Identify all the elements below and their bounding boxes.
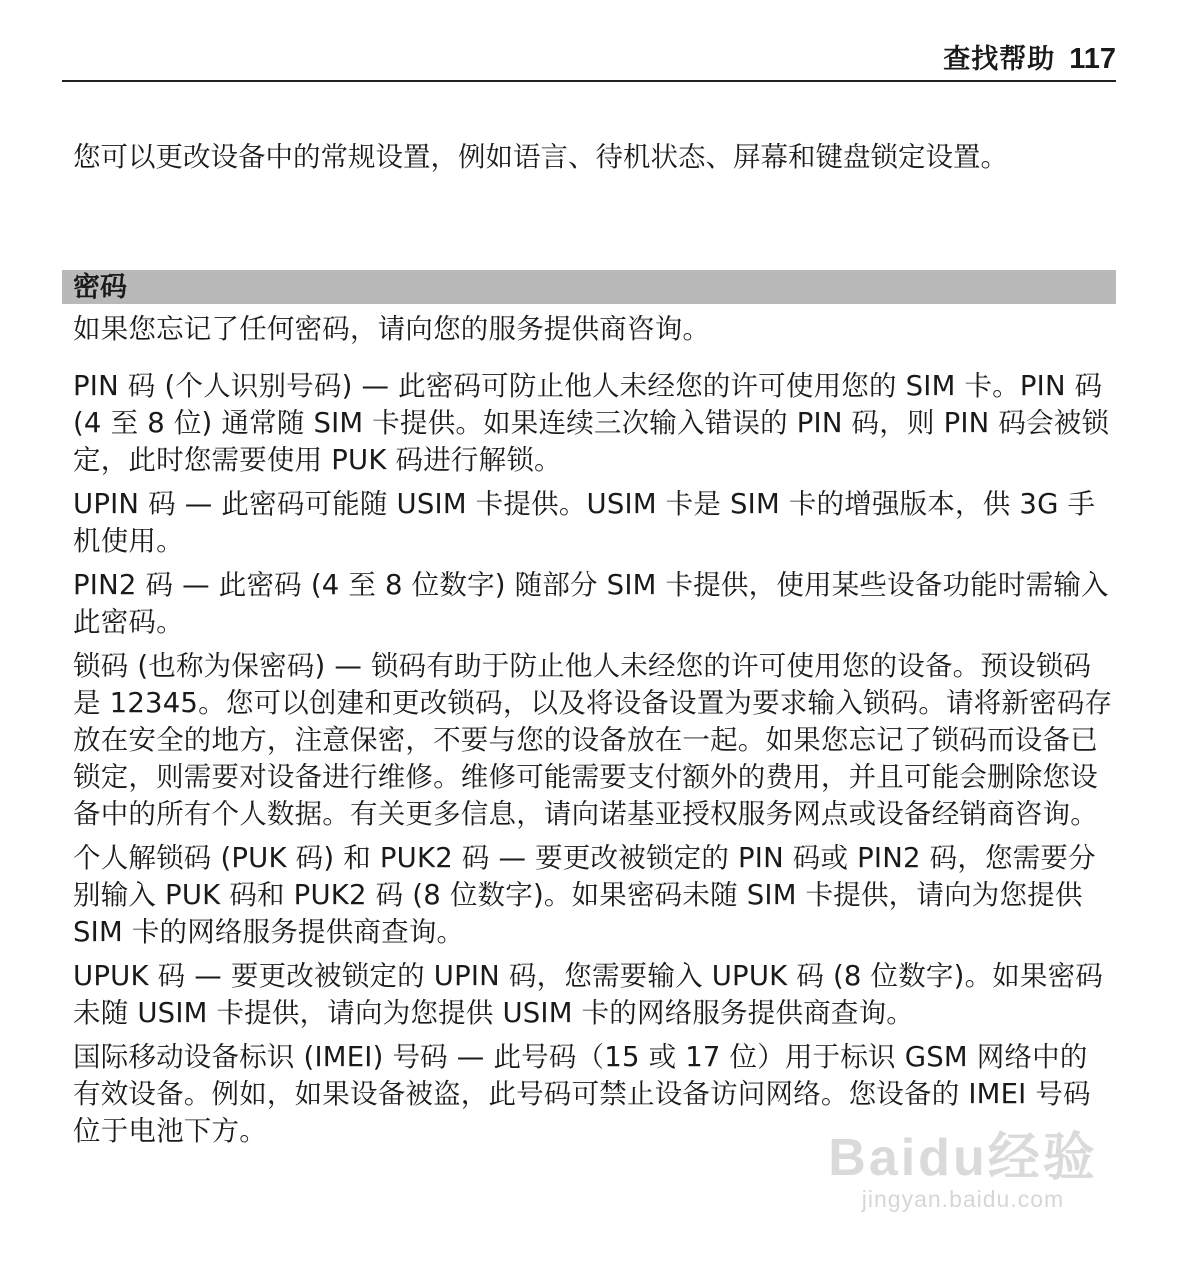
upuk-code-paragraph: UPUK 码 — 要更改被锁定的 UPIN 码，您需要输入 UPUK 码 (8 位数字)。如果密码未随 USIM 卡提供，请向为您提供 USIM 卡的网络服务提供商查询。 bbox=[73, 960, 1104, 1029]
section-heading-bar bbox=[62, 270, 1116, 304]
watermark-logo: Baidu经验 bbox=[828, 1129, 1098, 1187]
header-title: 查找帮助 bbox=[943, 44, 1056, 75]
upin-code-paragraph: UPIN 码 — 此密码可能随 USIM 卡提供。USIM 卡是 SIM 卡的增强版本，供 3G 手机使用。 bbox=[73, 488, 1096, 557]
intro-paragraph: 您可以更改设备中的常规设置，例如语言、待机状态、屏幕和键盘锁定设置。 bbox=[73, 141, 1008, 173]
section-content bbox=[73, 311, 1113, 1157]
lead-paragraph: 如果您忘记了任何密码，请向您的服务提供商咨询。 bbox=[73, 313, 711, 345]
pin-code-paragraph: PIN 码 (个人识别号码) — 此密码可防止他人未经您的许可使用您的 SIM 卡。PIN 码 (4 至 8 位) 通常随 SIM 卡提供。如果连续三次输入错误的 PIN 码，则 PIN 码会被锁定，此时您需要使用 PUK 码进行解锁。 bbox=[73, 370, 1110, 476]
page-number: 117 bbox=[1069, 43, 1116, 75]
pin2-code-paragraph: PIN2 码 — 此密码 (4 至 8 位数字) 随部分 SIM 卡提供，使用某些设备功能时需输入此密码。 bbox=[73, 569, 1109, 638]
lock-code-paragraph: 锁码 (也称为保密码) — 锁码有助于防止他人未经您的许可使用您的设备。预设锁码是 12345。您可以创建和更改锁码，以及将设备设置为要求输入锁码。请将新密码存放在安全的地方，注意保密，不要与您的设备放在一起。如果您忘记了锁码而设备已锁定，则需要对设备进行维修。维修可能需要支付额外的费用，并且可能会删除您设备中的所有个人数据。有关更多信息，请向诺基亚授权服务网点或设备经销商咨询。 bbox=[73, 650, 1113, 830]
section-title: 密码 bbox=[73, 272, 127, 303]
running-header bbox=[62, 40, 1116, 82]
watermark-url: jingyan.baidu.com bbox=[861, 1186, 1065, 1212]
puk-code-paragraph: 个人解锁码 (PUK 码) 和 PUK2 码 — 要更改被锁定的 PIN 码或 PIN2 码，您需要分别输入 PUK 码和 PUK2 码 (8 位数字)。如果密码未随 SIM 卡提供，请向为您提供 SIM 卡的网络服务提供商查询。 bbox=[73, 842, 1096, 948]
imei-paragraph: 国际移动设备标识 (IMEI) 号码 — 此号码（15 或 17 位）用于标识 GSM 网络中的有效设备。例如，如果设备被盗，此号码可禁止设备访问网络。您设备的 IMEI 号码位于电池下方。 bbox=[73, 1041, 1091, 1147]
